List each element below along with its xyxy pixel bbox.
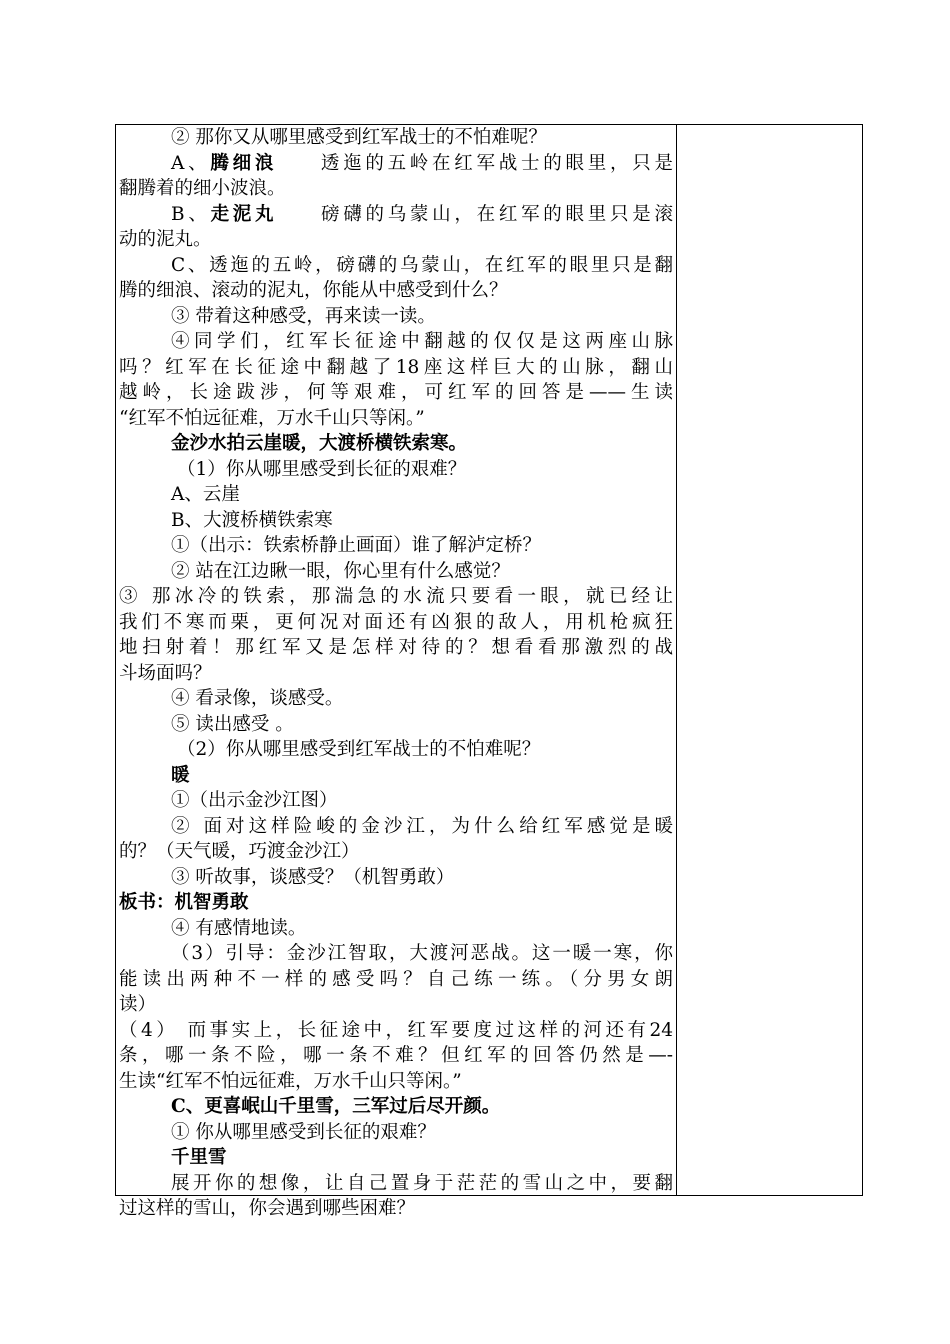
text-line: （2）你从哪里感受到红军战士的不怕难呢？ <box>177 739 541 760</box>
text-line: 读） <box>119 994 157 1015</box>
text-line: C、透迤的五岭，磅礴的乌蒙山，在红军的眼里只是翻 <box>171 254 673 276</box>
text-line: 的？（天气暖，巧渡金沙江） <box>119 841 360 862</box>
blackboard-note: 板书：机智勇敢 <box>119 892 249 913</box>
text-line: ② 站在江边瞅一眼，你心里有什么感觉？ <box>171 560 510 582</box>
section-heading: C、更喜岷山千里雪，三军过后尽开颜。 <box>171 1096 501 1117</box>
keyword-heading: 千里雪 <box>171 1147 227 1168</box>
text-line: ④同学们，红军长征途中翻越的仅仅是这两座山脉 <box>171 331 673 352</box>
text-line: A、腾细浪 透迤的五岭在红军战士的眼里，只是 <box>171 152 673 174</box>
lesson-table <box>115 124 863 1219</box>
keyword: 走泥丸 <box>210 203 278 225</box>
text-line: ① 你从哪里感受到长征的艰难？ <box>171 1121 436 1143</box>
text-line: ④ 有感情地读。 <box>171 917 307 939</box>
text-line: B、走泥丸 磅礴的乌蒙山，在红军的眼里只是滚 <box>171 203 673 225</box>
text-line: 能读出两种不一样的感受吗？自己练一练。（分男女朗 <box>119 968 673 990</box>
text-line: B、大渡桥横铁索寒 <box>171 509 333 531</box>
text-line: 动的泥丸。 <box>119 229 212 250</box>
text-line: 吗？红军在长征途中翻越了18座这样巨大的山脉，翻山 <box>119 356 673 378</box>
text-line: （4） 而事实上，长征途中，红军要度过这样的河还有24 <box>119 1019 673 1041</box>
lesson-content-cell <box>116 125 676 1222</box>
text-line: “红军不怕远征难，万水千山只等闲。” <box>119 407 425 429</box>
text-line: ③ 带着这种感受，再来读一读。 <box>171 305 436 327</box>
text-line: ⑤ 读出感受 。 <box>171 713 294 735</box>
keyword-heading: 暖 <box>171 764 190 786</box>
text-line: （3）引导：金沙江智取，大渡河恶战。这一暖一寒，你 <box>171 943 673 964</box>
text-line: ② 那你又从哪里感受到红军战士的不怕难呢？ <box>171 127 547 148</box>
text-line: 斗场面吗？ <box>119 662 212 684</box>
text-line: 翻腾着的细小波浪。 <box>119 178 286 199</box>
text-line: ③ 那冰冷的铁索，那湍急的水流只要看一眼，就已经让 <box>119 586 673 607</box>
text-line: 生读“红军不怕远征难，万水千山只等闲。” <box>119 1070 462 1092</box>
text-line: 过这样的雪山，你会遇到哪些困难？ <box>119 1198 416 1219</box>
text-line: ①（出示：铁索桥静止画面）谁了解泸定桥？ <box>171 535 542 556</box>
text-line: ①（出示金沙江图） <box>171 790 338 811</box>
text-line: A、云崖 <box>171 484 240 505</box>
text-line: ② 面对这样险峻的金沙江，为什么给红军感觉是暖 <box>171 815 673 837</box>
keyword: 腾细浪 <box>210 152 278 174</box>
text-line: 地扫射着！那红军又是怎样对待的？想看看那激烈的战 <box>119 637 673 658</box>
text-line: （1）你从哪里感受到长征的艰难？ <box>177 458 467 480</box>
section-heading: 金沙水拍云崖暖，大渡桥横铁索寒。 <box>171 433 468 454</box>
text-line: 我们不寒而栗，更何况对面还有凶狠的敌人，用机枪疯狂 <box>119 611 673 633</box>
text-line: ④ 看录像，谈感受。 <box>171 688 344 709</box>
text-line: 腾的细浪、滚动的泥丸，你能从中感受到什么？ <box>119 280 508 301</box>
notes-cell <box>677 125 862 1195</box>
text-line: ③ 听故事，谈感受？（机智勇敢） <box>171 866 455 888</box>
text-line: 展开你的想像，让自己置身于茫茫的雪山之中，要翻 <box>171 1172 673 1194</box>
text-line: 条，哪一条不险，哪一条不难？但红军的回答仍然是—- <box>119 1045 673 1066</box>
text-line: 越岭，长途跋涉，何等艰难，可红军的回答是——生读 <box>119 382 673 403</box>
